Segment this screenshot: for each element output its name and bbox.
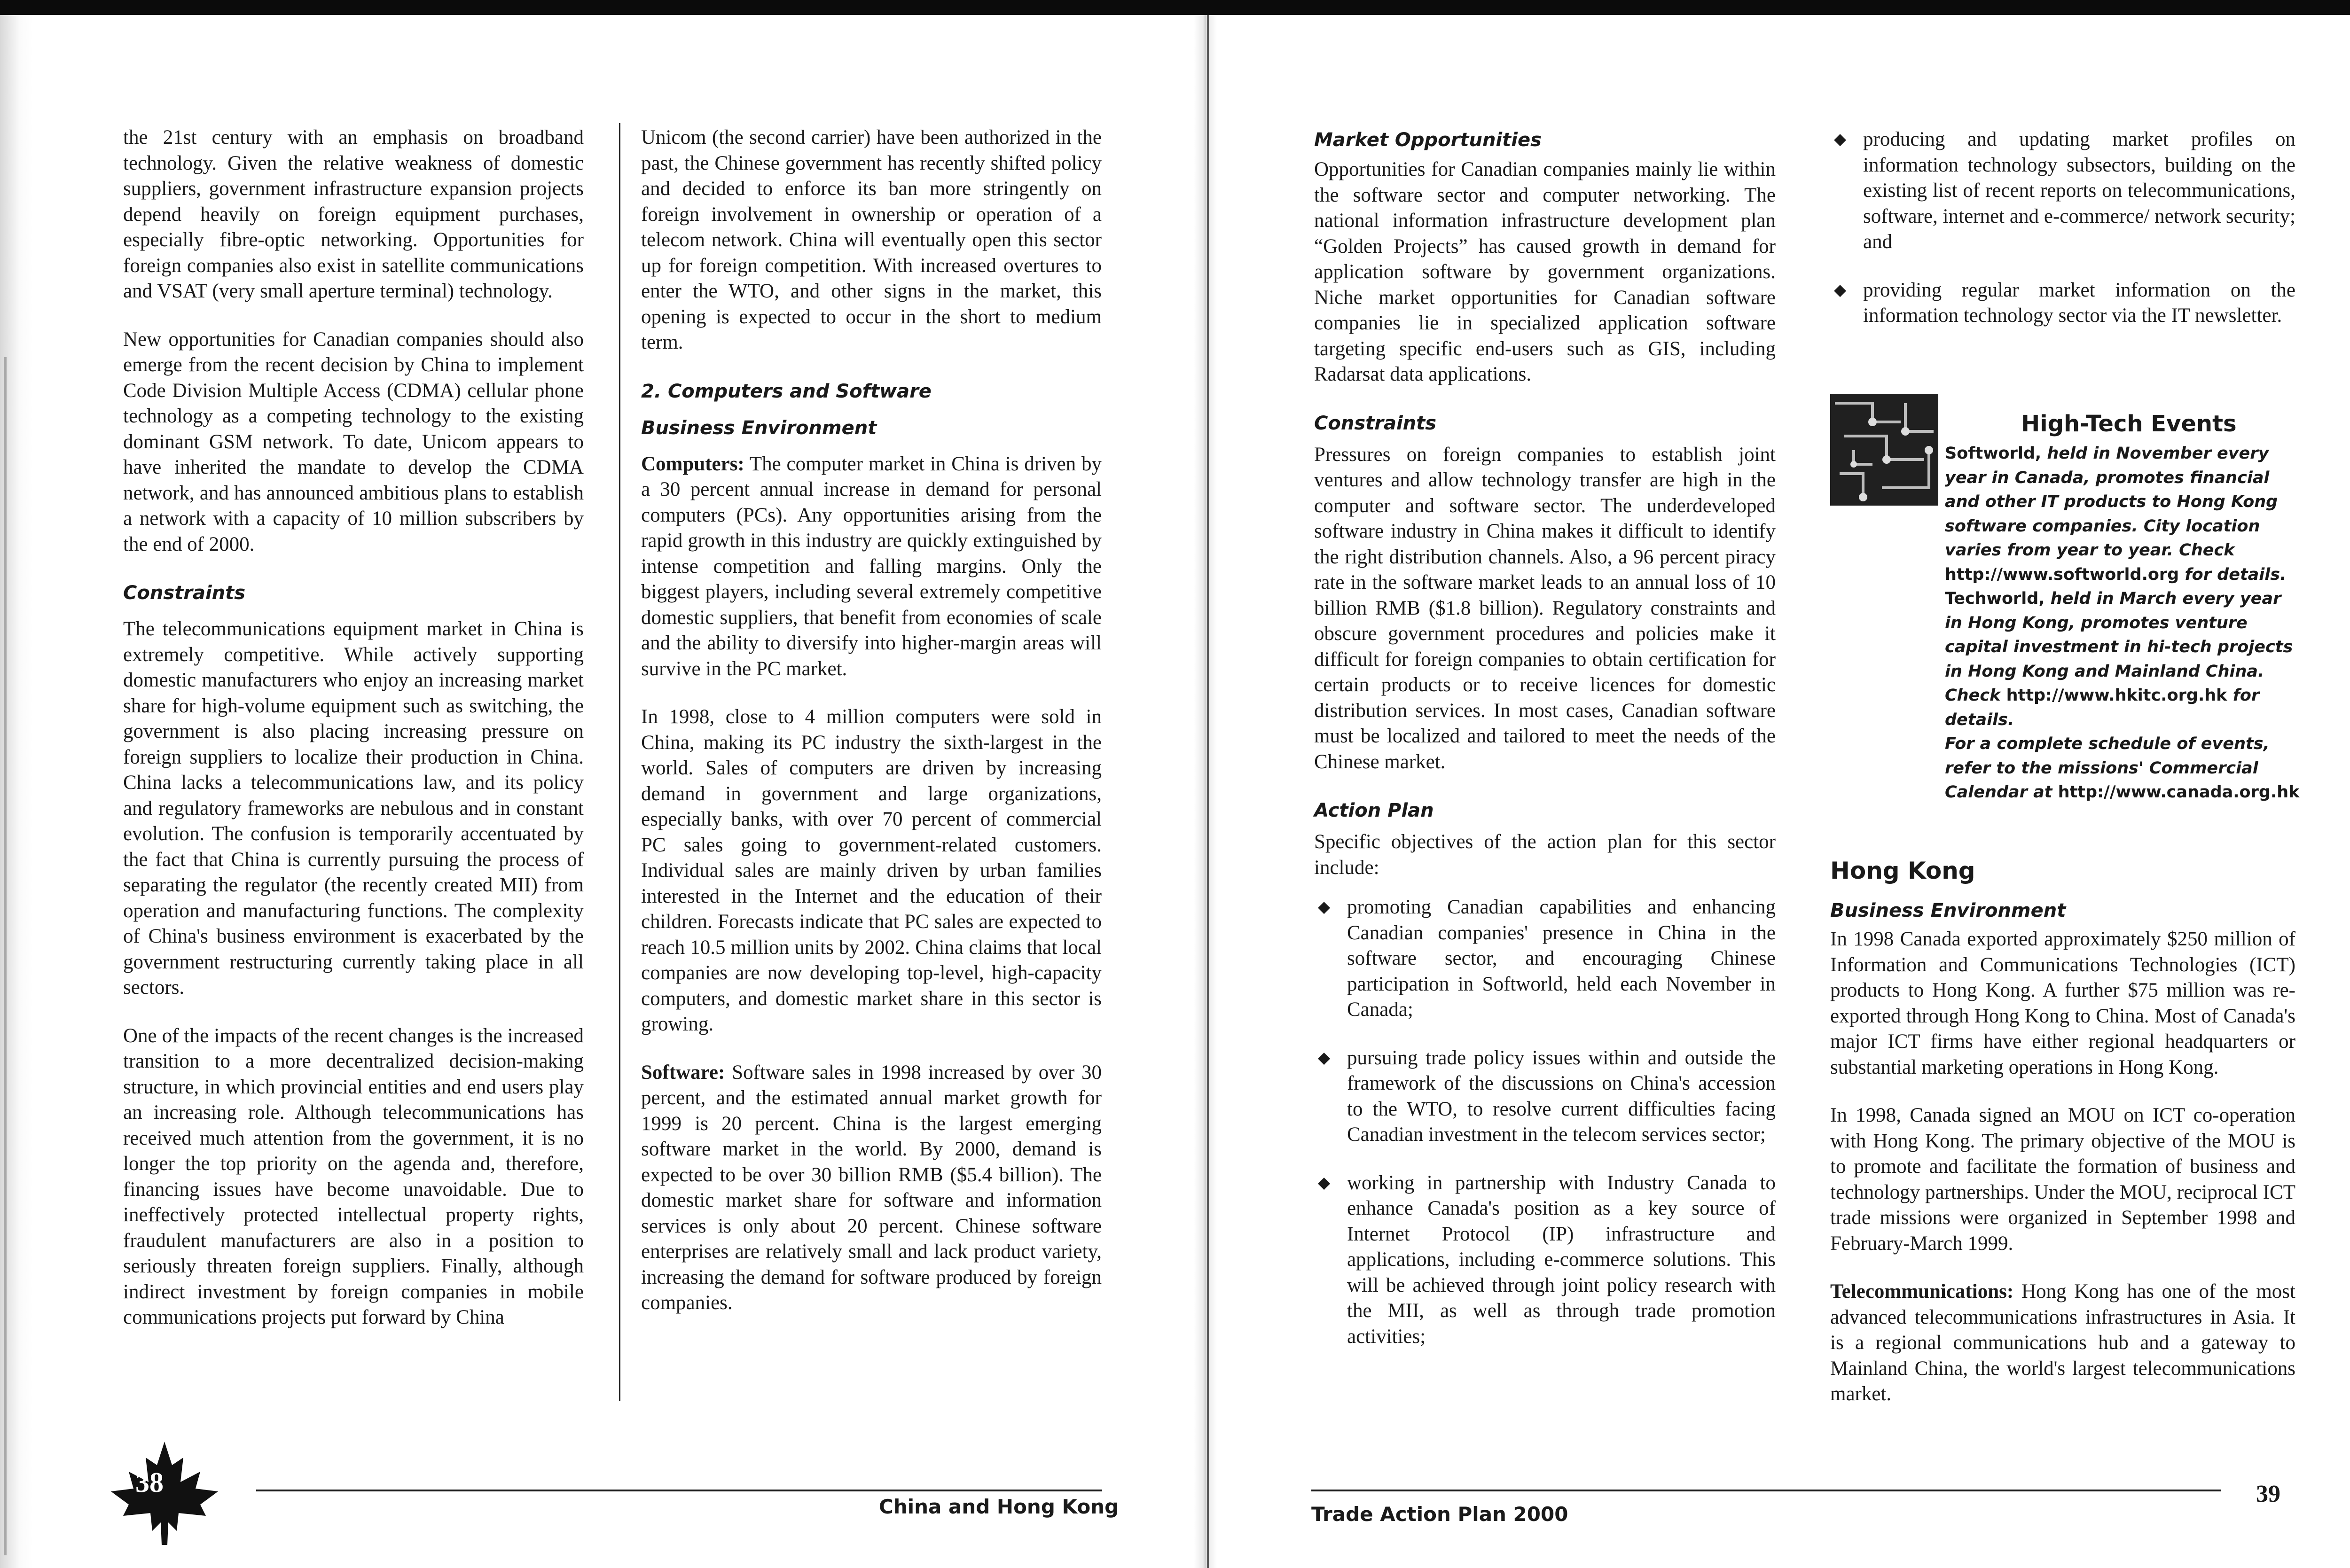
footer-rule [1311, 1490, 2221, 1491]
event-text: held in March every year in Hong Kong, promotes venture capital investment in hi-tech projects in Hong Kong and Mainland China. Check [1945, 589, 2293, 705]
paragraph: In 1998, close to 4 million computers were sold in China, making its PC industry the sixth-largest in the world. Sales of computers are driven by increasing demand in government and large organizations, especially banks, with over 70 percent of commercial PC sales going to government-related customers. Individual sales are mainly driven by urban families interested in the Internet and the education of their children. Forecasts indicate that PC sales are expected to reach 10.5 million units by 2002. China claims that local companies are now developing top-level, high-capacity computers, and domestic market share in this sector is growing. [641, 706, 1102, 1035]
lead-in-label: Software: [641, 1061, 725, 1084]
events-box-title: High-Tech Events [2021, 411, 2237, 437]
bullet-diamond-icon: ◆ [1834, 281, 1847, 299]
lead-in-label: Telecommunications: [1830, 1280, 2014, 1303]
event-text: for details. [1945, 686, 2260, 729]
section-heading-constraints: Constraints [1314, 412, 1437, 434]
section-heading-market-opportunities: Market Opportunities [1314, 129, 1542, 151]
right-column-2 [1830, 127, 2295, 351]
book-spine [1194, 15, 1217, 1568]
page-number-right: 39 [2256, 1481, 2280, 1507]
event-url: http://www.canada.org.hk [2058, 783, 2300, 802]
event-calendar [1945, 732, 2302, 805]
event-text: For a complete schedule of events, refer to the missions' Commercial Calendar at [1945, 734, 2270, 802]
section-heading-hong-kong: Hong Kong [1830, 857, 1975, 884]
hong-kong-section [1830, 856, 2295, 1430]
event-softworld [1945, 442, 2302, 587]
footer-rule [256, 1490, 1102, 1491]
left-column-2 [641, 125, 1102, 1339]
subheading-business-environment: Business Environment [641, 417, 877, 439]
event-url: http://www.hkitc.org.hk [2006, 686, 2227, 705]
event-techworld [1945, 587, 2302, 732]
paragraph: the 21st century with an emphasis on broadband technology. Given the relative weakness of domestic suppliers, government infrastructure expansion projects depend heavily on foreign equipment purchases, especially fibre-optic networking. Opportunities for foreign companies also exist in satellite communications and VSAT (very small aperture terminal) technology. [123, 126, 584, 302]
bullet-diamond-icon: ◆ [1318, 898, 1331, 916]
scan-top-border [0, 0, 2350, 15]
bullet-diamond-icon: ◆ [1834, 131, 1847, 148]
paragraph: Specific objectives of the action plan for this sector include: [1314, 831, 1776, 879]
list-item-text: pursuing trade policy issues within and outside the framework of the discussions on China's accession to the WTO, to resolve current difficulties facing Canadian investment in the telecom services sector; [1347, 1046, 1776, 1146]
list-item-text: providing regular market information on the information technology sector via the IT newsletter. [1863, 279, 2295, 327]
paragraph: New opportunities for Canadian companies should also emerge from the recent decision by China to implement Code Division Multiple Access (CDMA) cellular phone technology as a competing technology to the existing dominant GSM network. To date, Unicom appears to have inherited the mandate to develop the CDMA network, and has announced ambitious plans to establish a network with a capacity of 10 million subscribers by the end of 2000. [123, 328, 584, 555]
events-box-body [1945, 442, 2302, 805]
list-item [1830, 278, 2295, 329]
section-heading-constraints: Constraints [123, 582, 246, 604]
list-item [1830, 127, 2295, 255]
page-number-left: 38 [135, 1467, 164, 1498]
paragraph-text: Hong Kong has one of the most advanced telecommunications infrastructures in Asia. It is a regional communications hub and a gateway to Mainland China, the world's largest telecommunications market. [1830, 1280, 2295, 1405]
paragraph: In 1998 Canada exported approximately $250 million of Information and Communications Technologies (ICT) products to Hong Kong. A further $75 million was re-exported through Hong Kong to China. Most of Canada's major ICT firms have either regional headquarters or substantial marketing operations in Hong Kong. [1830, 928, 2295, 1078]
event-name: Softworld, [1945, 444, 2042, 463]
footer-title-left: China and Hong Kong [879, 1495, 1119, 1518]
lead-in-label: Computers: [641, 452, 744, 475]
column-divider [619, 123, 620, 1401]
event-url: http://www.softworld.org [1945, 565, 2179, 584]
subheading-business-environment: Business Environment [1830, 900, 2066, 921]
paragraph: In 1998, Canada signed an MOU on ICT co-operation with Hong Kong. The primary objective of the MOU is to promote and facilitate the formation of business and technology partnerships. Under the MOU, reciprocal ICT trade missions were organized in September 1998 and February-March 1999. [1830, 1104, 2295, 1255]
paragraph-text: The computer market in China is driven by a 30 percent annual increase in demand for personal computers (PCs). Any opportunities arising from the rapid growth in this industry are quickly extinguished by intense competition and falling margins. Only the biggest players, including several extremely competitive domestic suppliers, that benefit from economies of scale and the ability to diversify into higher-margin areas will survive in the PC market. [641, 452, 1102, 680]
paragraph: Unicom (the second carrier) have been authorized in the past, the Chinese government has recently shifted policy and decided to enforce its ban more stringently on foreign involvement in ownership or operation of a telecom network. China will eventually open this sector up for foreign competition. With increased overtures to enter the WTO, and other signs in the market, this opening is expected to occur in the short to medium term. [641, 126, 1102, 353]
event-text: for details. [2179, 565, 2287, 584]
list-item [1314, 1045, 1776, 1148]
paragraph: The telecommunications equipment market in China is extremely competitive. While actively supporting domestic manufacturers who enjoy an increasing market share for high-volume equipment such as switching, the government is also placing increasing pressure on foreign suppliers to localize their production in China. China lacks a telecommunications law, and its policy and regulatory frameworks are nebulous and in constant evolution. The confusion is temporarily accentuated by the fact that China is currently pursuing the process of separating the regulator (the recently created MII) from operation and manufacturing functions. The complexity of China's business environment is exacerbated by the government restructuring currently taking place in all sectors. [123, 618, 584, 999]
event-text: held in November every year in Canada, promotes financial and other IT products to Hong Kong software companies. City location varies from year to year. Check [1945, 444, 2278, 560]
action-plan-list [1314, 895, 1776, 1350]
list-item [1314, 1170, 1776, 1350]
action-plan-list-continued [1830, 127, 2295, 329]
binding-edge-mark [4, 357, 7, 1555]
paragraph-telecommunications [1830, 1279, 2295, 1407]
paragraph-text: Software sales in 1998 increased by over 30 percent, and the estimated annual market growth for 1999 is 20 percent. China is the largest emerging software market in the world. By 2000, demand is expected to be over 30 billion RMB ($5.4 billion). The domestic market share for software and information services is only about 20 percent. Chinese software enterprises are relatively small and lack product variety, increasing the demand for software produced by foreign companies. [641, 1061, 1102, 1314]
list-item-text: working in partnership with Industry Canada to enhance Canada's position as a key source of Internet Protocol (IP) infrastructure and applications, including e-commerce solutions. This will be achieved through joint policy research with the MII, as well as through trade promotion activities; [1347, 1171, 1776, 1348]
paragraph-computers [641, 452, 1102, 682]
bullet-diamond-icon: ◆ [1318, 1049, 1331, 1067]
maple-leaf-icon [108, 1439, 221, 1547]
list-item-text: promoting Canadian capabilities and enhancing Canadian companies' presence in China in the software sector, and encouraging Chinese participation in Softworld, held each November in Canada; [1347, 896, 1776, 1021]
left-column-1 [123, 125, 584, 1353]
circuit-board-image [1830, 394, 1938, 506]
list-item-text: producing and updating market profiles on information technology subsectors, building on the existing list of recent reports on telecommunications, software, internet and e-commerce/ network security; and [1863, 128, 2295, 253]
section-heading-computers-software: 2. Computers and Software [641, 380, 932, 402]
section-heading-action-plan: Action Plan [1314, 800, 1434, 821]
paragraph: Opportunities for Canadian companies mainly lie within the software sector and computer networking. The national information infrastructure development plan “Golden Projects” has caused growth in demand for application software by government organizations. Niche market opportunities for Canadian software companies lie in specialized application software targeting specific end-users such as GIS, including Radarsat data applications. [1314, 158, 1776, 385]
right-column-1 [1314, 127, 1776, 1372]
paragraph-software [641, 1060, 1102, 1316]
list-item [1314, 895, 1776, 1023]
paragraph: Pressures on foreign companies to establish joint ventures and allow technology transfer are high in the computer and software sector. The underdeveloped software industry in China makes it difficult to identify the right distribution channels. Also, a 96 percent piracy rate in the software market leads to an annual loss of 10 billion RMB ($1.8 billion). Regulatory constraints and obscure government procedures and policies make it difficult for foreign companies to obtain certification for certain products or to receive licences for domestic distribution services. In most cases, Canadian software must be localized and tailored to meet the needs of the Chinese market. [1314, 443, 1776, 773]
spine-gutter-line [1207, 15, 1209, 1568]
paragraph: One of the impacts of the recent changes is the increased transition to a more decentralized decision-making structure, in which provincial entities and end users play an increasing role. Although telecommunications has received much attention from the government, it is no longer the top priority on the agenda and, therefore, financing issues have become unavoidable. Due to ineffectively protected intellectual property rights, fraudulent manufacturers are also in a position to seriously threaten foreign suppliers. Finally, although indirect investment by foreign companies in mobile communications projects put forward by China [123, 1024, 584, 1328]
bullet-diamond-icon: ◆ [1318, 1174, 1331, 1192]
event-name: Techworld, [1945, 589, 2045, 608]
footer-title-right: Trade Action Plan 2000 [1311, 1503, 1568, 1526]
